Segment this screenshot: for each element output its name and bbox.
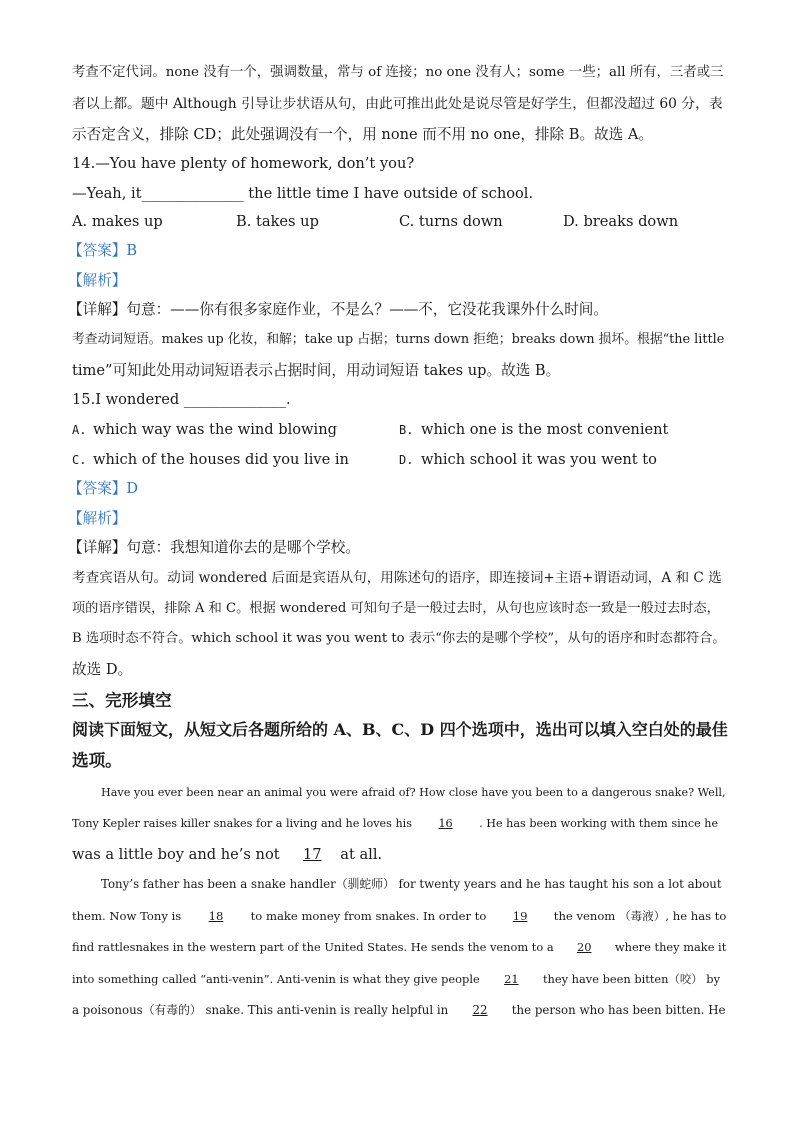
blank-20: 20 — [576, 940, 592, 954]
q15-stem: 15.I wondered ______________. — [72, 391, 291, 408]
passage-line-1: Have you ever been near an animal you were afraid of? How close have you been to a dangerous snake? Well, — [101, 786, 726, 799]
q15-option-b-letter: B. — [399, 423, 414, 437]
q15-analysis: 【解析】 — [68, 510, 127, 527]
q15-option-c: which of the houses did you live in — [93, 451, 349, 468]
q15-detail-5: 故选 D。 — [72, 661, 133, 678]
passage-line-6 — [72, 937, 726, 957]
blank-22: 22 — [472, 1003, 488, 1017]
q14-option-d: D. breaks down — [563, 213, 679, 230]
q15-detail-4: B 选项时态不符合。which school it was you went to 表示“你去的是哪个学校”，从句的语序和时态都符合。 — [72, 631, 726, 646]
blank-17: 17 — [302, 846, 322, 863]
q15-detail-2: 考查宾语从句。动词 wondered 后面是宾语从句，用陈述句的语序，即连接词+主语+谓语动词，A 和 C 选 — [72, 570, 722, 586]
q15-answer: 【答案】D — [68, 480, 139, 497]
blank-19: 19 — [512, 909, 528, 923]
passage-text: . He has been working with them since he — [475, 817, 719, 830]
q14-option-b: B. takes up — [236, 213, 319, 230]
passage-text: they have been bitten（咬） by — [539, 972, 720, 986]
passage-text: them. Now Tony is — [72, 909, 185, 923]
q15-option-d-letter: D. — [399, 453, 414, 467]
q14-detail-3: time”可知此处用动词短语表示占据时间，用动词短语 takes up。故选 B。 — [72, 362, 561, 379]
q14-analysis: 【解析】 — [68, 272, 127, 289]
blank-21: 21 — [504, 972, 519, 986]
passage-line-8 — [72, 1000, 726, 1020]
passage-line-7 — [72, 969, 720, 989]
q15-option-c-letter: C. — [72, 453, 87, 467]
q15-option-a: which way was the wind blowing — [93, 421, 337, 438]
answer-label: 【答案】B — [68, 242, 138, 259]
passage-line-3 — [72, 845, 382, 865]
passage-text: a poisonous（有毒的） snake. This anti-venin is really helpful in — [72, 1003, 453, 1017]
passage-text: find rattlesnakes in the western part of the United States. He sends the venom to a — [72, 940, 558, 954]
q14-detail-1: 【详解】句意：——你有很多家庭作业，不是么？——不，它没花我课外什么时间。 — [68, 301, 608, 318]
q15-detail-3: 项的语序错误，排除 A 和 C。根据 wondered 可知句子是一般过去时，从句也应该时态一致是一般过去时态， — [72, 601, 720, 616]
passage-line-5 — [72, 906, 726, 926]
q14-option-a: A. makes up — [72, 213, 163, 230]
intro-line-3: 示否定含义，排除 CD；此处强调没有一个，用 none 而不用 no one，排除 B。故选 A。 — [72, 126, 654, 143]
passage-text: where they make it — [611, 940, 727, 954]
passage-text: at all. — [340, 846, 383, 863]
q14-detail-2: 考查动词短语。makes up 化妆，和解；take up 占据；turns down 拒绝；breaks down 损坏。根据“the little — [72, 332, 725, 347]
blank-18: 18 — [208, 909, 224, 923]
section-instruction-2: 选项。 — [72, 750, 122, 770]
q15-option-d: which school it was you went to — [421, 451, 657, 468]
passage-text: Tony Kepler raises killer snakes for a living and he loves his — [72, 817, 416, 830]
passage-text: the venom （毒液）, he has to — [550, 909, 727, 923]
passage-text: into something called “anti-venin”. Anti-venin is what they give people — [72, 972, 484, 986]
section-heading: 三、完形填空 — [72, 690, 172, 710]
q15-option-b: which one is the most convenient — [421, 421, 669, 438]
q14-stem-1: 14.—You have plenty of homework, don’t you? — [72, 155, 415, 172]
intro-line-2: 者以上都。题中 Although 引导让步状语从句，由此可推出此处是说尽管是好学生，但都没超过 60 分，表 — [72, 96, 723, 112]
q14-option-c: C. turns down — [399, 213, 503, 230]
passage-line-4: Tony’s father has been a snake handler（驯蛇师） for twenty years and he has taught his son a lot about — [101, 877, 722, 891]
passage-line-2 — [72, 814, 718, 834]
q14-answer — [68, 241, 137, 261]
q15-option-a-letter: A. — [72, 423, 87, 437]
passage-text: was a little boy and he’s not — [72, 846, 285, 863]
intro-line-1: 考查不定代词。none 没有一个，强调数量，常与 of 连接；no one 没有人；some 一些；all 所有，三者或三 — [72, 65, 724, 80]
passage-text: the person who has been bitten. He — [508, 1003, 726, 1017]
q14-stem-2: —Yeah, it______________ the little time I have outside of school. — [72, 185, 534, 202]
section-instruction-1: 阅读下面短文，从短文后各题所给的 A、B、C、D 四个选项中，选出可以填入空白处的最佳 — [72, 720, 728, 739]
blank-16: 16 — [438, 817, 453, 830]
q15-detail-1: 【详解】句意：我想知道你去的是哪个学校。 — [68, 539, 360, 556]
passage-text: to make money from snakes. In order to — [246, 909, 491, 923]
